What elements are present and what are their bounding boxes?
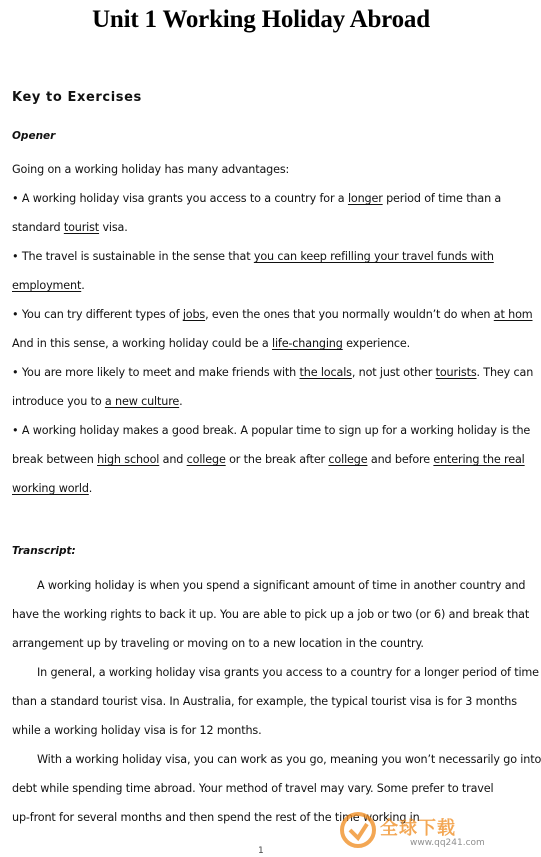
bullet-4-line-2: introduce you to a new culture. <box>12 395 183 408</box>
watermark-logo-icon <box>340 812 376 848</box>
bullet-5-line-1: • A working holiday makes a good break. A popular time to sign up for a working holiday is the <box>12 424 531 437</box>
transcript-line: while a working holiday visa is for 12 months. <box>12 724 262 737</box>
bullet-4-line-1: • You are more likely to meet and make friends with the locals, not just other tourists. They can <box>12 366 534 379</box>
answer-tourist: tourist <box>63 221 100 234</box>
transcript-line: up-front for several months and then spend the rest of the time working in <box>12 811 420 824</box>
answer-longer: longer <box>347 192 383 205</box>
bullet-5-line-3: working world. <box>12 482 93 495</box>
answer-new-culture: a new culture <box>104 395 180 408</box>
transcript-line: With a working holiday visa, you can work as you go, meaning you won’t necessarily go into <box>37 753 541 766</box>
watermark-url: www.qq241.com <box>410 838 485 848</box>
document-title: Unit 1 Working Holiday Abroad <box>92 6 430 33</box>
transcript-line: have the working rights to back it up. You are able to pick up a job or two (or 6) and break that <box>12 608 530 621</box>
transcript-line: than a standard tourist visa. In Australia, for example, the typical tourist visa is for 3 months <box>12 695 517 708</box>
answer-working-world: working world <box>12 482 89 495</box>
answer-college-2: college <box>328 453 368 466</box>
bullet-3-line-2: And in this sense, a working holiday could be a life-changing experience. <box>12 337 411 350</box>
answer-refilling-funds: you can keep refilling your travel funds with <box>253 250 494 263</box>
opener-heading: Opener <box>12 130 56 142</box>
bullet-2-line-1: • The travel is sustainable in the sense that you can keep refilling your travel funds with <box>12 250 494 263</box>
bullet-2-line-2: employment. <box>12 279 85 292</box>
answer-the-locals: the locals <box>299 366 352 379</box>
answer-tourists: tourists <box>435 366 477 379</box>
page-number: 1 <box>258 846 264 856</box>
opener-intro: Going on a working holiday has many advantages: <box>12 163 290 176</box>
watermark <box>340 810 522 852</box>
answer-entering-the-real: entering the real <box>433 453 525 466</box>
transcript-line: debt while spending time abroad. Your method of travel may vary. Some prefer to travel <box>12 782 494 795</box>
bullet-1-line-2: standard tourist visa. <box>12 221 128 234</box>
bullet-1-line-1: • A working holiday visa grants you access to a country for a longer period of time than a <box>12 192 502 205</box>
answer-at-home: at hom <box>493 308 533 321</box>
transcript-line: A working holiday is when you spend a significant amount of time in another country and <box>37 579 526 592</box>
watermark-text: 全球下载 <box>380 818 456 839</box>
key-heading: Key to Exercises <box>12 90 142 105</box>
answer-high-school: high school <box>97 453 160 466</box>
transcript-line: In general, a working holiday visa grants you access to a country for a longer period of time <box>37 666 539 679</box>
bullet-5-line-2: break between high school and college or the break after college and before entering the real <box>12 453 525 466</box>
answer-jobs: jobs <box>182 308 206 321</box>
answer-life-changing: life-changing <box>271 337 343 350</box>
bullet-3-line-1: • You can try different types of jobs, even the ones that you normally wouldn’t do when at hom <box>12 308 533 321</box>
transcript-heading: Transcript: <box>12 545 76 557</box>
transcript-line: arrangement up by traveling or moving on to a new location in the country. <box>12 637 424 650</box>
answer-employment: employment <box>12 279 82 292</box>
answer-college-1: college <box>186 453 226 466</box>
